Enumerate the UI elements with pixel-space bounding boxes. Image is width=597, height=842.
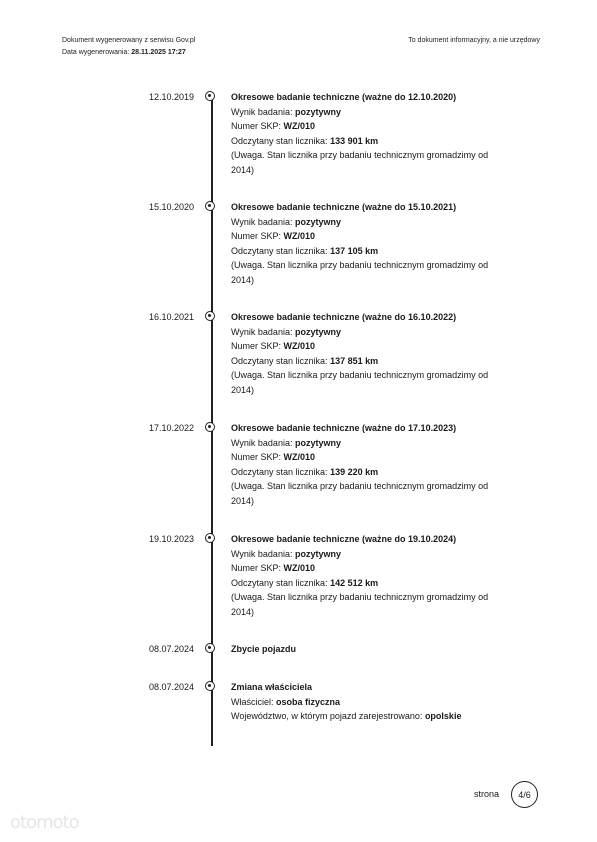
odometer-reading: Odczytany stan licznika: 137 105 km <box>231 245 379 256</box>
document-header-left <box>62 35 195 59</box>
odometer-reading: Odczytany stan licznika: 139 220 km <box>231 466 379 477</box>
odometer-value: 133 901 km <box>330 135 379 146</box>
entry-title: Okresowe badanie techniczne (ważne do 19.10.2024) <box>231 534 457 544</box>
odometer-note-line-1: (Uwaga. Stan licznika przy badaniu technicznym gromadzimy od <box>231 370 489 380</box>
entry-content <box>231 310 521 397</box>
inspection-result-value: pozytywny <box>294 326 341 337</box>
entry-date: 15.10.2020 <box>148 202 194 212</box>
timeline-node-icon <box>205 311 215 321</box>
owner-type-value: osoba fizyczna <box>276 696 341 707</box>
entry-content <box>231 90 521 177</box>
odometer-note-line-2: 2014) <box>231 274 255 285</box>
inspection-result: Wynik badania: pozytywny <box>231 437 341 448</box>
timeline-node-icon <box>205 422 215 432</box>
odometer-value: 137 851 km <box>330 355 379 366</box>
entry-title: Zmiana właściciela <box>231 682 313 692</box>
entry-title: Zbycie pojazdu <box>231 644 297 654</box>
generated-date-line <box>62 47 195 59</box>
inspection-result: Wynik badania: pozytywny <box>231 548 341 559</box>
entry-date: 16.10.2021 <box>148 312 194 322</box>
timeline-node-icon <box>205 91 215 101</box>
odometer-reading: Odczytany stan licznika: 142 512 km <box>231 577 379 588</box>
skp-number-value: WZ/010 <box>283 452 316 462</box>
odometer-note-line-2: 2014) <box>231 164 255 175</box>
entry-content <box>231 680 521 724</box>
odometer-note-line-1: (Uwaga. Stan licznika przy badaniu technicznym gromadzimy od <box>231 592 489 602</box>
generated-date-label: Data wygenerowania: <box>62 49 130 56</box>
inspection-result: Wynik badania: pozytywny <box>231 216 341 227</box>
inspection-result-value: pozytywny <box>294 106 341 117</box>
timeline-node-icon <box>205 533 215 543</box>
odometer-value: 142 512 km <box>330 577 379 588</box>
registration-region: Województwo, w którym pojazd zarejestrowano: opolskie <box>231 711 462 721</box>
page-label: strona <box>474 789 500 799</box>
entry-date: 19.10.2023 <box>148 534 194 544</box>
page-number-badge: 4/6 <box>511 781 538 808</box>
inspection-result: Wynik badania: pozytywny <box>231 326 341 337</box>
timeline-node-icon <box>205 681 215 691</box>
informational-note: To dokument informacyjny, a nie urzędowy <box>408 37 540 44</box>
skp-number-value: WZ/010 <box>283 563 316 573</box>
entry-content <box>231 642 521 657</box>
entry-content <box>231 532 521 619</box>
registration-region-value: opolskie <box>424 711 462 721</box>
odometer-reading: Odczytany stan licznika: 133 901 km <box>231 135 379 146</box>
skp-number: Numer SKP: WZ/010 <box>231 121 316 131</box>
odometer-note-line-1: (Uwaga. Stan licznika przy badaniu technicznym gromadzimy od <box>231 150 489 160</box>
skp-number: Numer SKP: WZ/010 <box>231 341 316 351</box>
generated-date-value: 28.11.2025 17:27 <box>131 49 186 56</box>
inspection-result-value: pozytywny <box>294 437 341 448</box>
timeline-node-icon <box>205 201 215 211</box>
entry-date: 17.10.2022 <box>148 423 194 433</box>
odometer-value: 139 220 km <box>330 466 379 477</box>
skp-number: Numer SKP: WZ/010 <box>231 452 316 462</box>
timeline-node-icon <box>205 643 215 653</box>
odometer-value: 137 105 km <box>330 245 379 256</box>
skp-number-value: WZ/010 <box>283 231 316 241</box>
generated-by-text: Dokument wygenerowany z serwisu Gov.pl <box>62 37 196 44</box>
odometer-reading: Odczytany stan licznika: 137 851 km <box>231 355 379 366</box>
entry-content <box>231 200 521 287</box>
entry-title: Okresowe badanie techniczne (ważne do 16.10.2022) <box>231 312 457 322</box>
skp-number: Numer SKP: WZ/010 <box>231 231 316 241</box>
watermark-logo: otomoto <box>10 812 79 833</box>
inspection-result-value: pozytywny <box>294 216 341 227</box>
odometer-note-line-1: (Uwaga. Stan licznika przy badaniu technicznym gromadzimy od <box>231 481 489 491</box>
entry-title: Okresowe badanie techniczne (ważne do 12.10.2020) <box>231 92 457 102</box>
entry-title: Okresowe badanie techniczne (ważne do 15.10.2021) <box>231 202 457 212</box>
inspection-result: Wynik badania: pozytywny <box>231 106 341 117</box>
skp-number-value: WZ/010 <box>283 121 316 131</box>
skp-number-value: WZ/010 <box>283 341 316 351</box>
odometer-note-line-2: 2014) <box>231 384 255 395</box>
skp-number: Numer SKP: WZ/010 <box>231 563 316 573</box>
entry-date: 08.07.2024 <box>148 682 194 692</box>
entry-content <box>231 421 521 508</box>
owner-type: Właściciel: osoba fizyczna <box>231 696 341 707</box>
entry-date: 12.10.2019 <box>148 92 194 102</box>
odometer-note-line-2: 2014) <box>231 606 255 617</box>
entry-date: 08.07.2024 <box>148 644 194 654</box>
inspection-result-value: pozytywny <box>294 548 341 559</box>
entry-title: Okresowe badanie techniczne (ważne do 17.10.2023) <box>231 423 457 433</box>
odometer-note-line-1: (Uwaga. Stan licznika przy badaniu technicznym gromadzimy od <box>231 260 489 270</box>
odometer-note-line-2: 2014) <box>231 495 255 506</box>
